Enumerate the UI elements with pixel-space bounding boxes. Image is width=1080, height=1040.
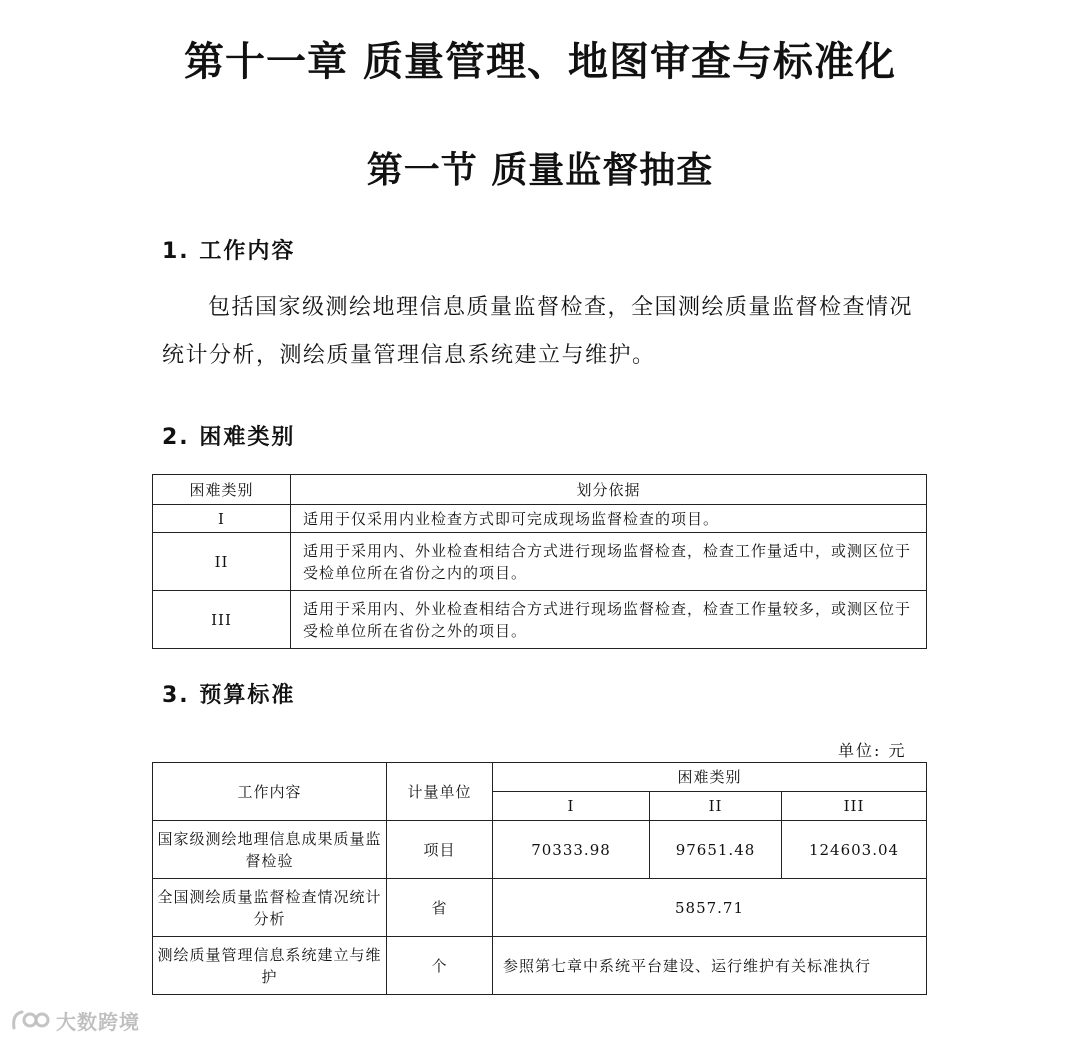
basis-cell: 适用于仅采用内业检查方式即可完成现场监督检查的项目。	[291, 505, 927, 533]
merged-value-cell: 5857.71	[493, 879, 927, 937]
brand-logo-icon	[10, 1008, 52, 1034]
work-cell: 全国测绘质量监督检查情况统计分析	[153, 879, 387, 937]
unit-cell: 省	[387, 879, 493, 937]
watermark	[10, 1006, 140, 1035]
work-cell: 国家级测绘地理信息成果质量监督检验	[153, 821, 387, 879]
unit-note: 单位: 元	[838, 741, 907, 760]
chapter-title: 第十一章 质量管理、地图审查与标准化	[184, 39, 896, 85]
header-difficulty: 困难类别	[493, 763, 927, 792]
value-cell: 70333.98	[493, 821, 650, 879]
table-header-row	[153, 763, 927, 792]
value-cell: 97651.48	[650, 821, 782, 879]
table-row	[153, 821, 927, 879]
table-header-row	[153, 475, 927, 505]
header-level-1: I	[493, 792, 650, 821]
difficulty-table	[152, 474, 927, 649]
category-cell: I	[153, 505, 291, 533]
header-category: 困难类别	[153, 475, 291, 505]
heading-budget: 3. 预算标准	[162, 683, 296, 708]
table-row	[153, 591, 927, 649]
work-cell: 测绘质量管理信息系统建立与维护	[153, 937, 387, 995]
header-basis: 划分依据	[291, 475, 927, 505]
category-cell: II	[153, 533, 291, 591]
table-row	[153, 533, 927, 591]
table-row	[153, 937, 927, 995]
work-content-paragraph	[162, 284, 922, 380]
heading-difficulty: 2. 困难类别	[162, 425, 296, 450]
budget-table	[152, 762, 927, 995]
unit-cell: 个	[387, 937, 493, 995]
basis-cell: 适用于采用内、外业检查相结合方式进行现场监督检查，检查工作量较多，或测区位于受检单位所在省份之外的项目。	[291, 591, 927, 649]
table-row	[153, 879, 927, 937]
section-title: 第一节 质量监督抽查	[366, 150, 714, 191]
header-level-3: III	[782, 792, 927, 821]
watermark-text: 大数跨境	[56, 1010, 140, 1034]
unit-cell: 项目	[387, 821, 493, 879]
table-row	[153, 505, 927, 533]
header-work: 工作内容	[153, 763, 387, 821]
header-level-2: II	[650, 792, 782, 821]
work-content-text: 包括国家级测绘地理信息质量监督检查，全国测绘质量监督检查情况统计分析，测绘质量管理信息系统建立与维护。	[162, 295, 914, 368]
basis-cell: 适用于采用内、外业检查相结合方式进行现场监督检查，检查工作量适中，或测区位于受检单位所在省份之内的项目。	[291, 533, 927, 591]
value-cell: 124603.04	[782, 821, 927, 879]
heading-work-content: 1. 工作内容	[162, 239, 296, 264]
merged-value-cell: 参照第七章中系统平台建设、运行维护有关标准执行	[493, 937, 927, 995]
header-measure-unit: 计量单位	[387, 763, 493, 821]
category-cell: III	[153, 591, 291, 649]
